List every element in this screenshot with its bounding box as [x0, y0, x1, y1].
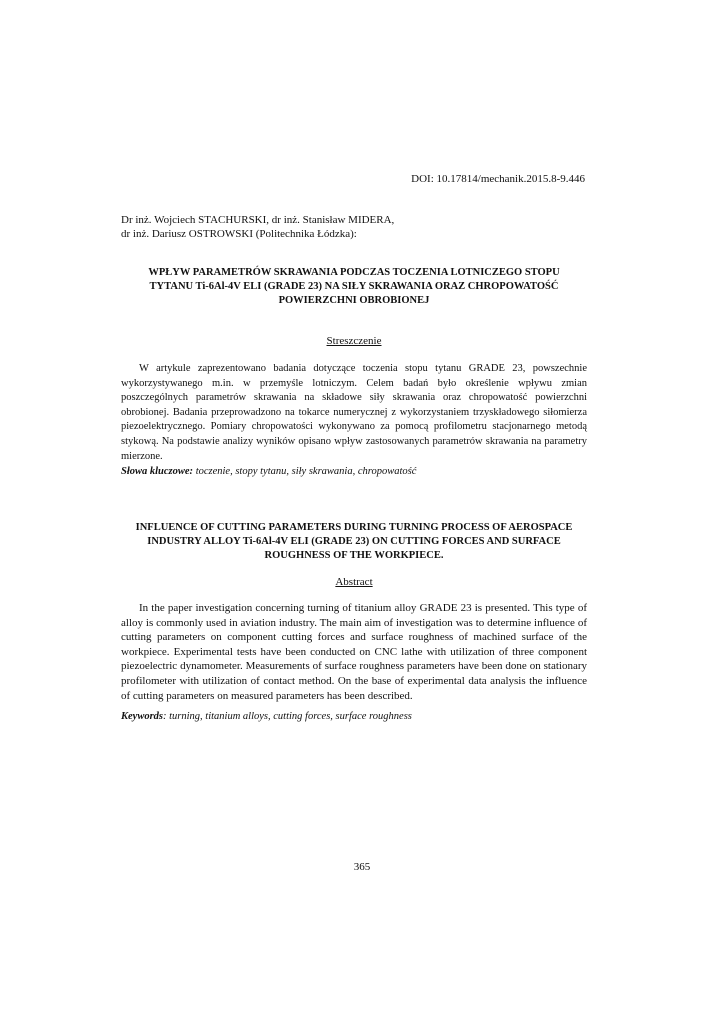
english-abstract-heading: Abstract: [335, 576, 373, 588]
english-title-line-2: INDUSTRY ALLOY Ti-6Al-4V ELI (GRADE 23) ON CUTTING FORCES AND SURFACE: [147, 536, 561, 547]
page-number: 365: [353, 861, 371, 873]
english-keywords: [121, 711, 587, 722]
polish-abstract-heading: Streszczenie: [326, 335, 382, 347]
author-line-2: dr inż. Dariusz OSTROWSKI (Politechnika Łódzka):: [121, 228, 357, 240]
polish-keywords: [121, 466, 587, 477]
polish-keywords-list: toczenie, stopy tytanu, siły skrawania, chropowatość: [195, 466, 417, 477]
polish-title-line-3: POWIERZCHNI OBROBIONEJ: [278, 295, 430, 306]
english-title-line-1: INFLUENCE OF CUTTING PARAMETERS DURING TURNING PROCESS OF AEROSPACE: [135, 522, 573, 533]
polish-title-line-1: WPŁYW PARAMETRÓW SKRAWANIA PODCZAS TOCZENIA LOTNICZEGO STOPU: [148, 267, 560, 278]
english-keywords-label: Keywords: [121, 711, 163, 722]
author-list: [121, 213, 601, 241]
doi-reference: DOI: 10.17814/mechanik.2015.8-9.446: [411, 173, 585, 185]
english-title: [121, 521, 587, 563]
polish-abstract-text: W artykule zaprezentowano badania dotyczące toczenia stopu tytanu GRADE 23, powszechnie wykorzystywanego m.in. w przemyśle lotniczym. Celem badań było określenie wpływu zmian poszczególnych parametrów skrawania na składowe siły skrawania oraz chropowatość powierzchni obrobionej. Badania przeprowadzono na tokarce numerycznej z wykorzystaniem trzyskładowego siłomierza piezoelektrycznego. Pomiary chropowatości wykonywano za pomocą profilometru stacjonarnego metodą stykową. Na podstawie analizy wyników opisano wpływ zastosowanych parametrów skrawania na parametry mierzone.: [121, 363, 587, 462]
polish-title: [121, 266, 587, 308]
english-title-line-3: ROUGHNESS OF THE WORKPIECE.: [264, 550, 444, 561]
polish-title-line-2: TYTANU Ti-6Al-4V ELI (GRADE 23) NA SIŁY SKRAWANIA ORAZ CHROPOWATOŚĆ: [149, 281, 559, 292]
english-abstract-text: In the paper investigation concerning turning of titanium alloy GRADE 23 is presented. This type of alloy is commonly used in aviation industry. The main aim of investigation was to determine influence of cutting parameters on component cutting forces and surface roughness of machined surface of the workpiece. Experimental tests have been conducted on CNC lathe with utilization of three component piezoelectric dynamometer. Measurements of surface roughness parameters have been done on stationary profilometer with utilization of contact method. On the base of experimental data analysis the influence of cutting parameters on measured parameters has been described.: [121, 602, 587, 702]
polish-keywords-label: Słowa kluczowe:: [121, 466, 194, 477]
english-keywords-list: : turning, titanium alloys, cutting forces, surface roughness: [163, 711, 412, 722]
author-line-1: Dr inż. Wojciech STACHURSKI, dr inż. Stanisław MIDERA,: [121, 214, 395, 226]
